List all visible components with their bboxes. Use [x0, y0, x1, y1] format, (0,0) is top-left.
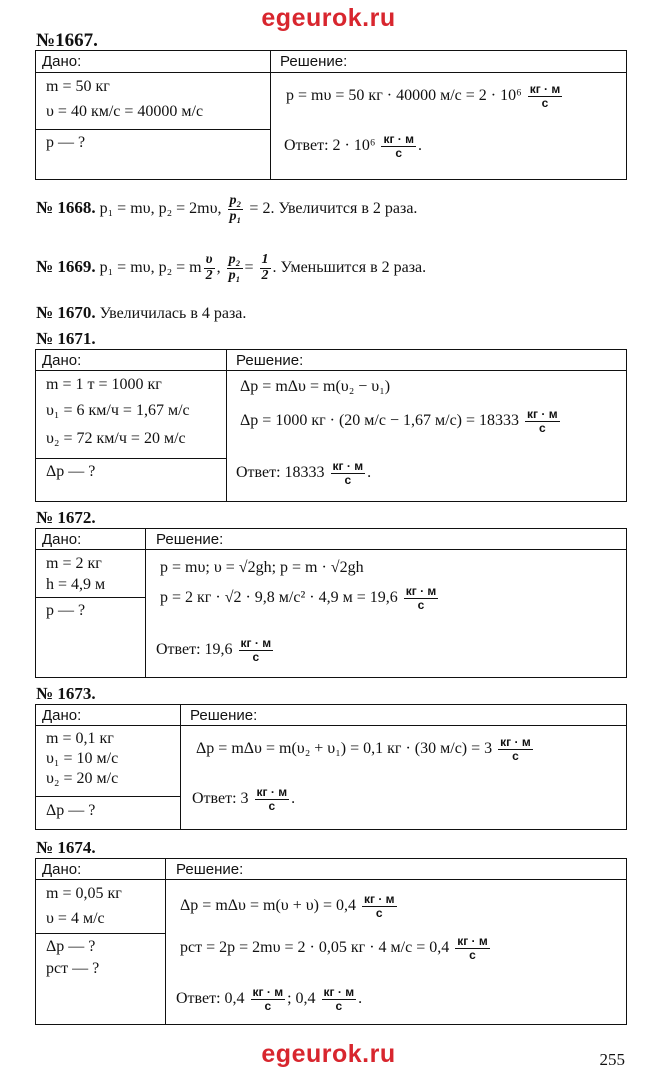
answer-line: Ответ: 18333 $\frac{кг \cdot м}{с}$ .: [236, 459, 372, 487]
find-line: Δp — ?: [46, 463, 96, 480]
solution-equation: [196, 736, 535, 762]
answer-line: Ответ: 3 $\frac{кг \cdot м}{с}$ .: [192, 785, 296, 813]
unit-numerator: кг · м: [256, 785, 288, 799]
ratio-denominator: p₁: [229, 208, 242, 224]
unit-denominator: с: [335, 998, 343, 1013]
unit-fraction: [322, 986, 357, 1012]
solution-equation: [160, 585, 440, 611]
given-line: m = 2 кг: [46, 555, 102, 572]
given-line: υ₂ = 20 м/с: [46, 770, 119, 787]
given-header: Дано:: [42, 53, 82, 70]
problem-1671-number: № 1671.: [36, 329, 96, 348]
unit-fraction: [528, 83, 563, 109]
given-find-line: [35, 933, 165, 934]
given-line: υ₁ = 6 км/ч = 1,67 м/с: [46, 402, 190, 419]
equation-text: p = mυ = 50 кг · 40000 м/с = 2 · 10⁶: [286, 86, 522, 104]
unit-denominator: с: [541, 95, 549, 110]
given-header: Дано:: [42, 707, 82, 724]
unit-numerator: кг · м: [383, 132, 414, 146]
unit-fraction: [525, 408, 560, 434]
unit-numerator: кг · м: [457, 934, 488, 948]
solution-header: Решение:: [176, 861, 244, 878]
problem-1669-number: № 1669.: [36, 256, 96, 276]
table-divider: [165, 858, 166, 1025]
answer-line: Ответ: 0,4 $\frac{кг \cdot м}{с}$ ; 0,4 $\frac{кг \cdot м}{с}$ .: [176, 985, 363, 1013]
given-line: υ₁ = 10 м/с: [46, 750, 119, 767]
table-divider: [270, 50, 271, 180]
ratio-denominator: p₁: [228, 267, 241, 283]
result-denominator: 2: [261, 267, 269, 283]
solution-header: Решение:: [280, 53, 348, 70]
problem-1672-number: № 1672.: [36, 508, 96, 527]
unit-numerator: кг · м: [527, 407, 558, 421]
problem-1673-table: [35, 704, 627, 830]
unit-fraction: [498, 736, 533, 762]
equation-text: p = 2 кг · √2 · 9,8 м/с² · 4,9 м = 19,6: [160, 588, 398, 606]
answer-text: Ответ: 3: [192, 789, 249, 807]
find-line: p — ?: [46, 602, 86, 619]
unit-fraction: [381, 133, 416, 159]
solution-header: Решение:: [190, 707, 258, 724]
unit-denominator: с: [417, 597, 425, 612]
unit-numerator: кг · м: [323, 985, 355, 999]
unit-denominator: с: [344, 472, 352, 487]
answer-text: Ответ: 19,6: [156, 640, 233, 658]
unit-denominator: с: [538, 420, 546, 435]
equation-text: Δp = mΔυ = m(υ + υ) = 0,4: [180, 896, 356, 914]
unit-denominator: с: [469, 947, 476, 962]
given-line: m = 50 кг: [46, 78, 110, 95]
ratio-fraction: [227, 253, 243, 283]
unit-denominator: с: [375, 905, 383, 920]
table-divider: [180, 704, 181, 830]
find-line: p — ?: [46, 134, 86, 151]
solution-equation: Δp = mΔυ = m(υ₂ − υ₁): [240, 378, 391, 395]
given-line: m = 1 т = 1000 кг: [46, 376, 162, 393]
problem-1668-text-b: = 2. Увеличится в 2 раза.: [249, 199, 418, 217]
answer-text: Ответ: 2 · 10⁶: [284, 136, 376, 154]
given-line: m = 0,05 кг: [46, 885, 122, 902]
given-find-line: [35, 129, 270, 130]
unit-fraction: [362, 893, 397, 919]
ratio-fraction: [228, 194, 244, 224]
table-header-line: [35, 370, 627, 371]
problem-1668: [36, 194, 417, 224]
problem-1670: [36, 303, 246, 323]
given-line: h = 4,9 м: [46, 576, 106, 593]
solution-equation: [286, 83, 564, 109]
unit-denominator: с: [264, 998, 272, 1013]
result-numerator: 1: [261, 252, 269, 267]
find-line: Δp — ?: [46, 938, 96, 955]
find-line: pст — ?: [46, 960, 100, 977]
answer-line: Ответ: 2 · 10⁶ $\frac{кг \cdot м}{с}$ .: [284, 132, 422, 160]
equation-text: Δp = 1000 кг · (20 м/с − 1,67 м/с) = 18333: [240, 411, 520, 429]
table-header-line: [35, 879, 627, 880]
table-divider: [145, 528, 146, 678]
unit-fraction: [404, 585, 439, 611]
unit-fraction: [331, 460, 366, 486]
fraction: [204, 253, 215, 283]
watermark-top: egeurok.ru: [261, 4, 396, 32]
unit-numerator: кг · м: [363, 892, 395, 906]
given-find-line: [35, 796, 180, 797]
given-find-line: [35, 458, 226, 459]
given-line: υ = 40 км/с = 40000 м/с: [46, 103, 204, 120]
solution-equation: [240, 408, 562, 434]
find-line: Δp — ?: [46, 802, 96, 819]
equation-text: Δp = mΔυ = m(υ₂ + υ₁) = 0,1 кг · (30 м/с) = 3: [196, 739, 493, 757]
fraction-numerator: υ: [204, 253, 215, 269]
problem-1667-number: №1667.: [36, 30, 98, 51]
answer-line: [156, 637, 275, 663]
given-line: υ = 4 м/с: [46, 910, 105, 927]
problem-1669-text-a: p₁ = mυ, p₂ = m: [99, 258, 202, 276]
given-header: Дано:: [42, 531, 82, 548]
watermark-bottom: egeurok.ru: [261, 1040, 396, 1068]
answer-text: Ответ: 0,4: [176, 989, 245, 1007]
given-find-line: [35, 597, 145, 598]
problem-1673-number: № 1673.: [36, 684, 96, 703]
problem-1668-text-a: p₁ = mυ, p₂ = 2mυ,: [99, 199, 222, 217]
unit-denominator: с: [268, 798, 276, 813]
table-divider: [226, 349, 227, 502]
answer-text: Ответ: 18333: [236, 463, 325, 481]
unit-denominator: с: [395, 145, 403, 160]
unit-fraction: [455, 935, 490, 961]
solution-equation: [180, 893, 399, 919]
result-fraction: [260, 253, 271, 283]
given-line: υ₂ = 72 км/ч = 20 м/с: [46, 430, 186, 447]
unit-numerator: кг · м: [529, 82, 561, 96]
solution-equation: [180, 935, 492, 961]
given-header: Дано:: [42, 861, 82, 878]
problem-1669: № 1669. p₁ = mυ, p₂ = m $\frac{\upsilon}{2}$ , $\frac{\text{p₂}}{\text{p₁}}$ = $\frac{1}{2}$ . Уменьшится в 2 раза.: [36, 252, 427, 283]
unit-denominator: с: [512, 748, 519, 763]
unit-fraction: [255, 786, 290, 812]
equation-text: pст = 2p = 2mυ = 2 · 0,05 кг · 4 м/с = 0,4: [180, 938, 450, 956]
problem-1670-number: № 1670.: [36, 303, 96, 322]
unit-fraction: [251, 986, 286, 1012]
solution-equation: p = mυ; υ = √2gh; p = m · √2gh: [160, 559, 364, 576]
ratio-numerator: p₂: [228, 252, 241, 267]
unit-numerator: кг · м: [332, 459, 364, 473]
unit-fraction: [239, 637, 274, 663]
problem-1669-text-b: Уменьшится в 2 раза.: [280, 258, 427, 276]
problem-1674-number: № 1674.: [36, 838, 96, 857]
unit-numerator: кг · м: [240, 636, 272, 650]
table-header-line: [35, 725, 627, 726]
solution-header: Решение:: [156, 531, 224, 548]
solution-header: Решение:: [236, 352, 304, 369]
unit-denominator: с: [252, 649, 260, 664]
fraction-denominator: 2: [205, 267, 213, 283]
unit-numerator: кг · м: [252, 985, 284, 999]
answer-text-second: ; 0,4: [287, 989, 316, 1007]
unit-numerator: кг · м: [405, 584, 437, 598]
given-header: Дано:: [42, 352, 82, 369]
problem-1670-text: Увеличилась в 4 раза.: [99, 305, 247, 322]
table-header-line: [35, 549, 627, 550]
ratio-numerator: p₂: [229, 193, 242, 208]
table-header-line: [35, 72, 627, 73]
unit-numerator: кг · м: [500, 735, 531, 749]
problem-1668-number: № 1668.: [36, 197, 96, 217]
page-number: 255: [599, 1050, 625, 1069]
given-line: m = 0,1 кг: [46, 730, 114, 747]
